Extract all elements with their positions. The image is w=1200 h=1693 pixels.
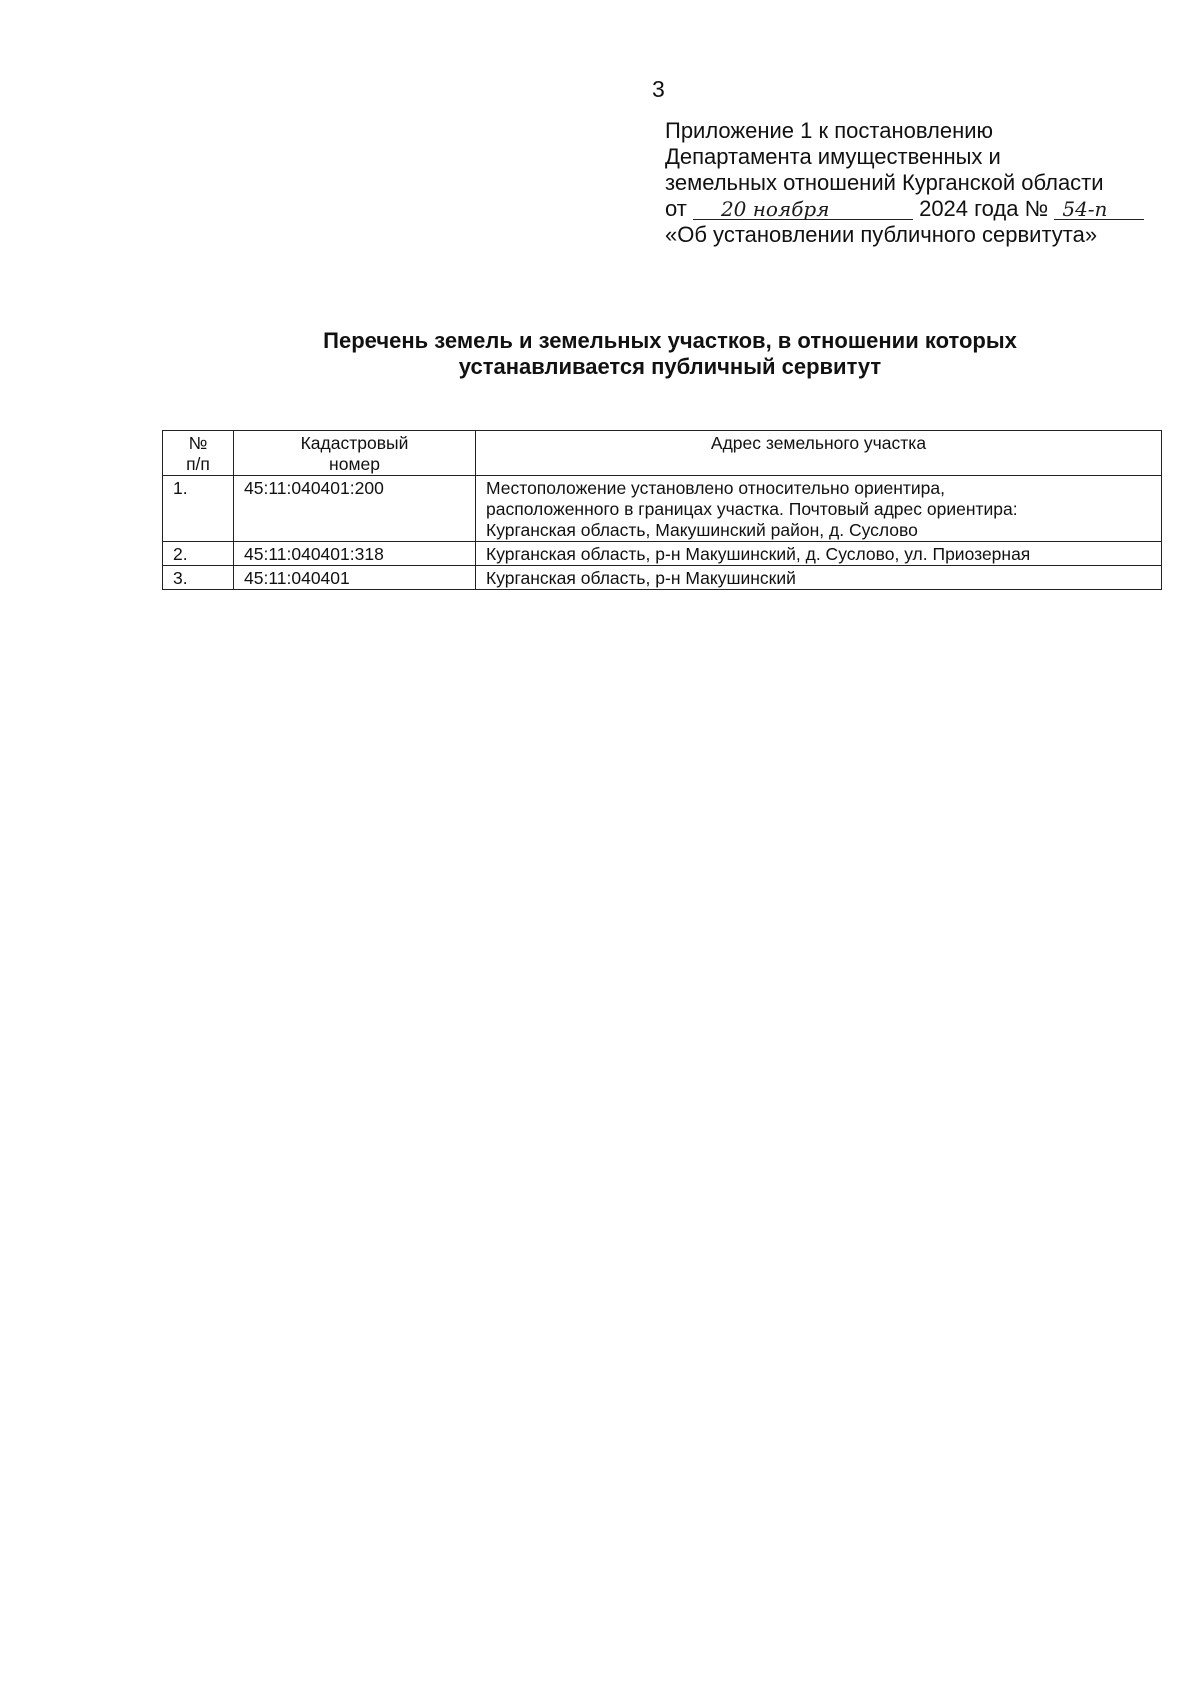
row-cadastral: 45:11:040401:318 [234, 542, 476, 566]
header-cadastral-line-2: номер [329, 454, 380, 474]
header-number-line-2: п/п [186, 454, 210, 474]
table-row [163, 476, 1162, 542]
parcels-table [162, 430, 1162, 590]
header-number-line-1: № [188, 433, 208, 453]
appendix-line-4 [665, 196, 1144, 222]
document-title-line-2: устанавливается публичный сервитут [458, 354, 882, 379]
row-number: 2. [163, 542, 234, 566]
row-address-line: Курганская область, р-н Макушинский, д. Суслово, ул. Приозерная [486, 544, 1031, 564]
handwritten-number: 54-п [1054, 199, 1144, 220]
table-row [163, 542, 1162, 566]
appendix-line-3: земельных отношений Курганской области [665, 170, 1104, 195]
row-address [476, 566, 1162, 590]
appendix-prefix-from: от [665, 196, 687, 221]
row-number: 3. [163, 566, 234, 590]
row-address [476, 542, 1162, 566]
appendix-line-5: «Об установлении публичного сервитута» [665, 222, 1098, 247]
row-address-line: расположенного в границах участка. Почтовый адрес ориентира: [486, 499, 1018, 519]
appendix-block [665, 118, 1144, 248]
header-cadastral-line-1: Кадастровый [300, 433, 409, 453]
table-row [163, 566, 1162, 590]
row-address-line: Местоположение установлено относительно ориентира, [486, 478, 945, 498]
header-number [163, 431, 234, 476]
row-address [476, 476, 1162, 542]
row-address-line: Курганская область, р-н Макушинский [486, 568, 796, 588]
document-title [150, 328, 1190, 380]
row-address-line: Курганская область, Макушинский район, д. Суслово [486, 520, 918, 540]
document-title-line-1: Перечень земель и земельных участков, в отношении которых [323, 328, 1017, 353]
table-header-row [163, 431, 1162, 476]
row-cadastral: 45:11:040401 [234, 566, 476, 590]
appendix-line-1: Приложение 1 к постановлению [665, 118, 994, 143]
handwritten-date: 20 ноября [693, 199, 913, 220]
appendix-year-text: 2024 года № [919, 196, 1049, 221]
header-address: Адрес земельного участка [476, 431, 1162, 476]
appendix-line-2: Департамента имущественных и [665, 144, 1001, 169]
row-cadastral: 45:11:040401:200 [234, 476, 476, 542]
page-number: 3 [652, 76, 665, 102]
header-cadastral [234, 431, 476, 476]
row-number: 1. [163, 476, 234, 542]
